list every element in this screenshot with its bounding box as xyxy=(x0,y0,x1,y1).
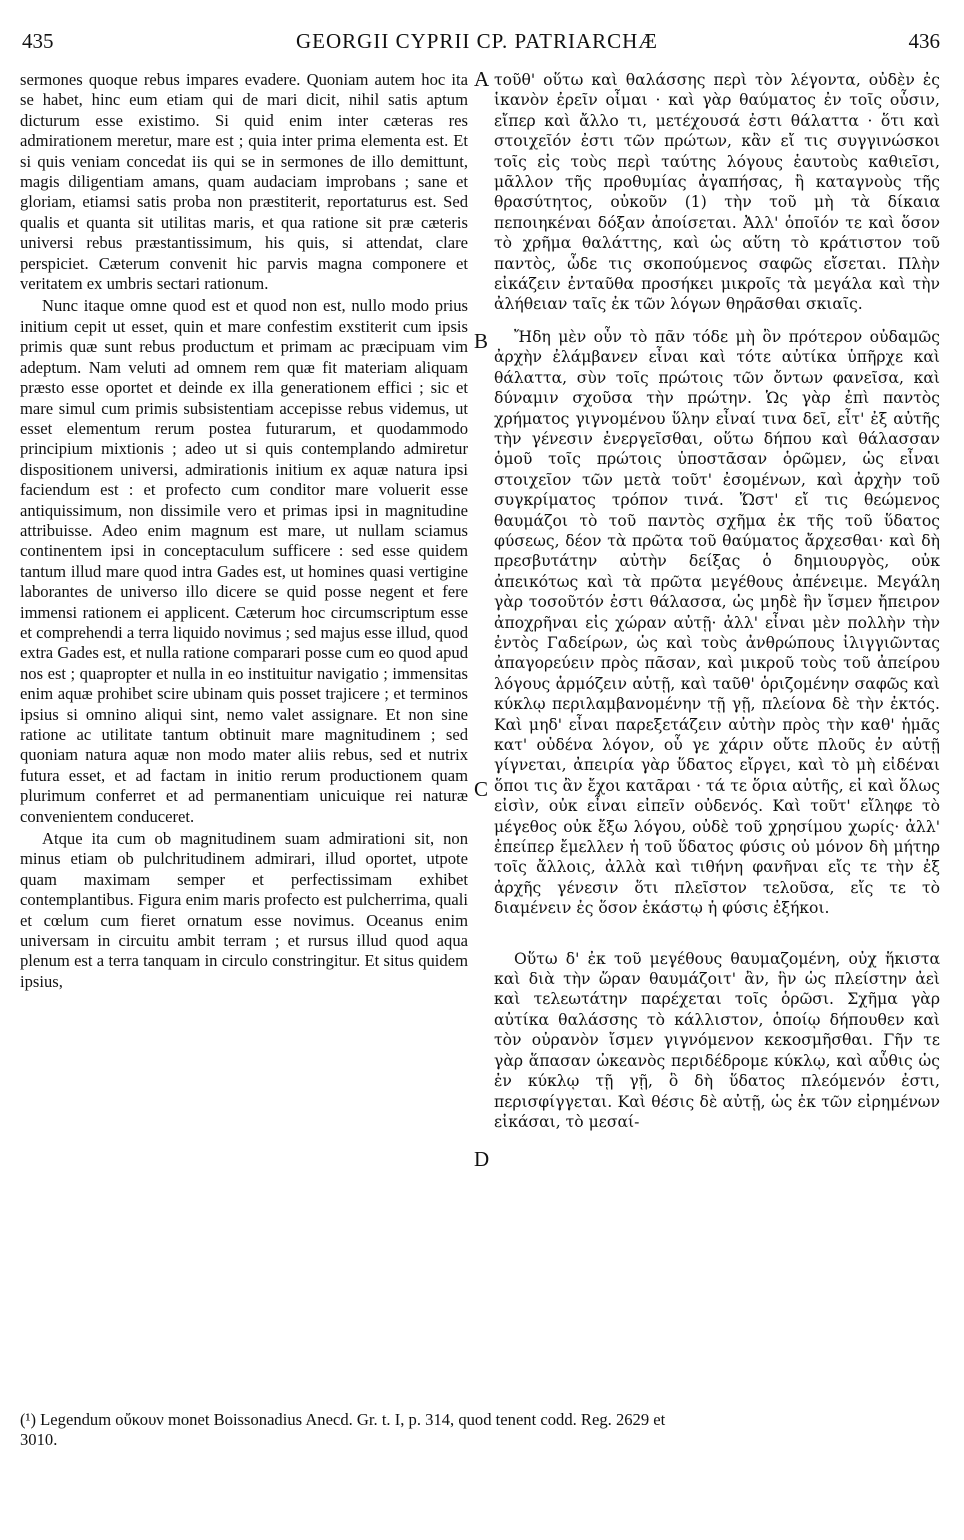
margin-marker-d: D xyxy=(474,1147,490,1171)
greek-column xyxy=(494,70,940,1132)
greek-paragraph-3: Οὕτω δ' ἐκ τοῦ μεγέθους θαυμαζομένη, οὐχ ἥκιστα καὶ διὰ τὴν ὥραν θαυμάζοιτ' ἂν, ἣν ὡς πλείστην ἀεὶ καὶ τελεωτάτην παρέχεται τοῖς ὁρῶσι. Σχῆμα γὰρ αὐτίκα θαλάσσης τὸ κάλλιστον, ὁποίῳ δήπουθεν καὶ τὸν οὐρανὸν ἴσμεν γιγνόμενον κεκοσμῆσθαι. Γῆν τε γὰρ ἅπασαν ὠκεανὸς περιδέδρομε κύκλῳ, καὶ αὖθις ὡς ἐν κύκλῳ τῇ γῇ, ὃ δὴ ὕδατος πλεόμενόν ἐστι, περισφίγγεται. Καὶ θέσις δὲ αὐτῇ, ὡς ἐκ τῶν εἰρημένων εἰκάσαι, τὸ μεσαί- xyxy=(494,949,940,1131)
latin-column xyxy=(20,70,468,992)
page-number-left: 435 xyxy=(22,29,54,53)
margin-marker-a: A xyxy=(474,67,490,91)
greek-paragraph-1: τοῦθ' οὕτω καὶ θαλάσσης περὶ τὸν λέγοντα, οὐδὲν ἐς ἱκανὸν ἐρεῖν οἶμαι · καὶ γὰρ θαύματος ἐν τοῖς οὖσιν, εἴπερ καὶ ἄλλο τι, μετέχουσά ἐστι θάλαττα · ὅτι καὶ στοιχεῖόν ἐστι τῶν πρώτων, κἂν εἴ τις συγγινώσκοι τοῖς εἰς τοὺς περὶ ταύτης λόγους ἑαυτοὺς καθιεῖσι, μᾶλλον τῆς προθυμίας ἀγαπήσας, ἢ καταγνοὺς τῆς θρασύτητος, οὐκοῦν (1) τὴν τοῦ μὴ τὰ δίκαια πεποιηκέναι δόξαν ἀποίσεται. Ἀλλ' ὁποῖόν τε καὶ ὅσον τὸ χρῆμα θαλάττης, καὶ ὡς αὕτη τὸ κράτιστον τοῦ παντὸς, ὧδε τις σκοπούμενος σαφῶς εἴσεται. Πλὴν εἰκάζειν ἐνταῦθα προσήκει μικροῖς τὰ μεγάλα καὶ τὴν ἀλήθειαν ταῖς ἐκ τῶν λόγων θηρᾶσθαι σκιαῖς. xyxy=(494,71,940,314)
running-title: GEORGII CYPRII CP. PATRIARCHÆ xyxy=(296,29,658,53)
greek-paragraph-2: Ἤδη μὲν οὖν τὸ πᾶν τόδε μὴ ὂν πρότερον οὐδαμῶς ἀρχὴν ἐλάμβανεν εἶναι καὶ τότε αὐτίκα ὑπῆρχε καὶ θάλαττα, σὺν τοῖς πρώτοις τῶν ὄντων φανεῖσα, καὶ δύναμιν σχοῦσα τὴν πρώτην. Ὡς γὰρ ἐπὶ παντὸς χρήματος γιγνομένου ὕλην εἶναί τινα δεῖ, εἶτ' ἐξ αὐτῆς τὴν γένεσιν ἐνεργεῖσθαι, οὕτω δήπου καὶ θάλασσαν ὁμοῦ τοῖς πρώτοις ὑποστᾶσαν ὁρῶμεν, ὡς εἶναι στοιχεῖον τῶν μετὰ τοῦτ' ἐσομένων, καὶ ἀρχὴν τοῦ συγκρίματος τρόπον τινά. Ὥστ' εἴ τις θεώμενος θαυμάζοι τὸ τοῦ παντὸς σχῆμα ἐκ τῆς τοῦ ὕδατος φύσεως, δέον τὰ πρῶτα τοῦ θαύματος ἄρχεσθαι· καὶ δὴ πρεσβυτάτην αὐτὴν δείξας ὁ δημιουργὸς, οὐκ ἀπεικότως καὶ τὰ πρῶτα μεγέθους ἀπένειμε. Μεγάλη γὰρ τοσοῦτόν ἐστι θάλασσα, ὡς μηδὲ ἣν ἴσμεν ἤπειρον ἀποχρῆναι εἰς χώραν αὐτῇ· ἀλλ' εἶναι μὲν πολλὴν τὴν ἐντὸς Γαδείρων, ὡς καὶ τοὺς ἀνθρώπους ἰλιγγιῶντας ἀπαγορεύειν πρὸς πᾶσαν, καὶ μικροῦ τοὺς τοῦ ἀπείρου λόγους ἁρμόζειν αὐτῇ, καὶ ταῦθ' ὁριζομένην σαφῶς καὶ κύκλῳ περιλαμβανομένην τῇ γῇ, πλείονα δὲ τὴν ἐκτός. Καὶ μηδ' εἶναι παρεξετάζειν αὐτὴν πρὸς τὴν καθ' ἡμᾶς κατ' οὐδένα λόγον, οὗ γε χάριν οὔτε πλοῦς ἐν αὐτῇ γίγνεται, ἀπειρία γὰρ ὕδατος εἴργει, καὶ τὸ μὴ εἰδέναι ὅποι τις ἂν ἔχοι κατᾶραι · τά τε ὅρια αὐτῆς, εἰ καὶ ὅλως εἰσὶν, οὐκ εἶναι εἰπεῖν οὐδενός. Καὶ τοῦτ' εἴληφε τὸ μέγεθος οὐκ ἔξω λόγου, οὐδὲ τοῦ χρησίμου χωρίς· ἀλλ' ἐπείπερ ἔμελλεν ἡ τοῦ ὕδατος φύσις οὐ μόνον δὴ μήτηρ τοῖς ἄλλοις, ἀλλὰ καὶ τιθήνη φανῆναι εἴς τε τὴν ἐξ ἀρχῆς γένεσιν ὅτι πλεῖστον τελοῦσα, εἴς τε τὸ διαμένειν ἐς ὅσον ἑκάστῳ ἡ φύσις ἐξήκοι. xyxy=(494,327,940,918)
footnote-line-2: 3010. xyxy=(20,1430,58,1449)
margin-marker-c: C xyxy=(474,777,489,801)
page-header xyxy=(14,28,940,56)
latin-paragraph-2: Nunc itaque omne quod est et quod non est, nullo modo prius initium cepit ut esset, quin et mare confestim exstiterit cum ipsis primis quæ sunt rebus productum et primam ac præcipuam vim adeptum. Nam veluti ad omnem rem quæ fit materiam aliquam præsto esse oportet et deinde ex illa generationem effici ; sic et mare simul cum primis subsistentiam accepisse rebus videmus, ut esset elementum rerum postea futurarum, et quodammodo principium mixtionis ; adeo ut si quis contemplando admiretur dispositionem universi, admirationis initium ex aquæ natura ipsi faciendum est : et profecto cum conditor mare voluerit esse antiquissimum, non dissimile vero et primas ipsi in magnitudine attribuisse. Adeo enim magnum est mare, ut nullam sciamus continentem ipsi in conceptaculum sufficere : sed esse quidem tantum illud mare quod intra Gades est, ut homines quasi vertigine laborantes de universo illo dicere se quid posse negent et fere immensi rationem ei applicent. Cæterum hoc circumscriptum esse et comprehendi a terra liquido novimus ; sed majus esse illud, quod extra Gades est, et nulla ratione comparari posse cum eo quod apud nos est ; quapropter et nulla in eo instituitur navigatio ; immensitas enim aquæ prohibet scire ubinam quis posset trajicere ; et terminos ipsius si omnino aliqui sint, nemo valet assignare. Et non sine ratione ac utilitate tantum obtinuit mare magnitudinem ; sed quoniam natura aquæ non modo mater aliis rebus, sed et nutrix futura esset, et ad factam in initio rerum productionem quam plurimum conferret et ad permanentiam unicuique rei naturæ convenientem conduceret. xyxy=(20,296,468,826)
latin-paragraph-3: Atque ita cum ob magnitudinem suam admirationi sit, non minus etiam ob pulchritudinem admirari, illud oportet, utpote quam maximam semper et perfectissimam exhibet contemplantibus. Figura enim maris profecto est pulcherrima, quali et cœlum cum fieret ornatum esse novimus. Oceanus enim universam in circuitu ambit terram ; et rursus illud quod aqua plenum est a terra tanquam in circulo constringitur. Et situs quidem ipsius, xyxy=(20,829,468,991)
latin-paragraph-1: sermones quoque rebus impares evadere. Quoniam autem hoc ita se habet, hinc eum etiam qui de mari dicit, nihil satis aptum dicturum esse existimo. Si quid enim inter cæteras res admirationem meretur, mare est ; quia inter prima elementa est. Et si quis veniam concedat iis qui se in sermones de illo demittunt, magis diligentiam amans, quam audaciam improbans ; sane et gloriam, etiamsi satis proba non præstiterit, reportaturus est. Sed qualis et quanta sit utilitas maris, et qua ratione sit præ cæteris universi rebus præstantissimum, his quis, si attendat, clare perspiciet. Cæterum convenit hic parvis magna componere et veritatem ex umbris sectari rationum. xyxy=(20,70,468,294)
footnote xyxy=(20,1410,940,1450)
footnote-line-1: (¹) Legendum οὔκουν monet Boissonadius Anecd. Gr. t. I, p. 314, quod tenent codd. Reg. 2629 et xyxy=(20,1410,666,1429)
margin-marker-b: B xyxy=(474,329,489,353)
page-number-right: 436 xyxy=(908,29,940,53)
